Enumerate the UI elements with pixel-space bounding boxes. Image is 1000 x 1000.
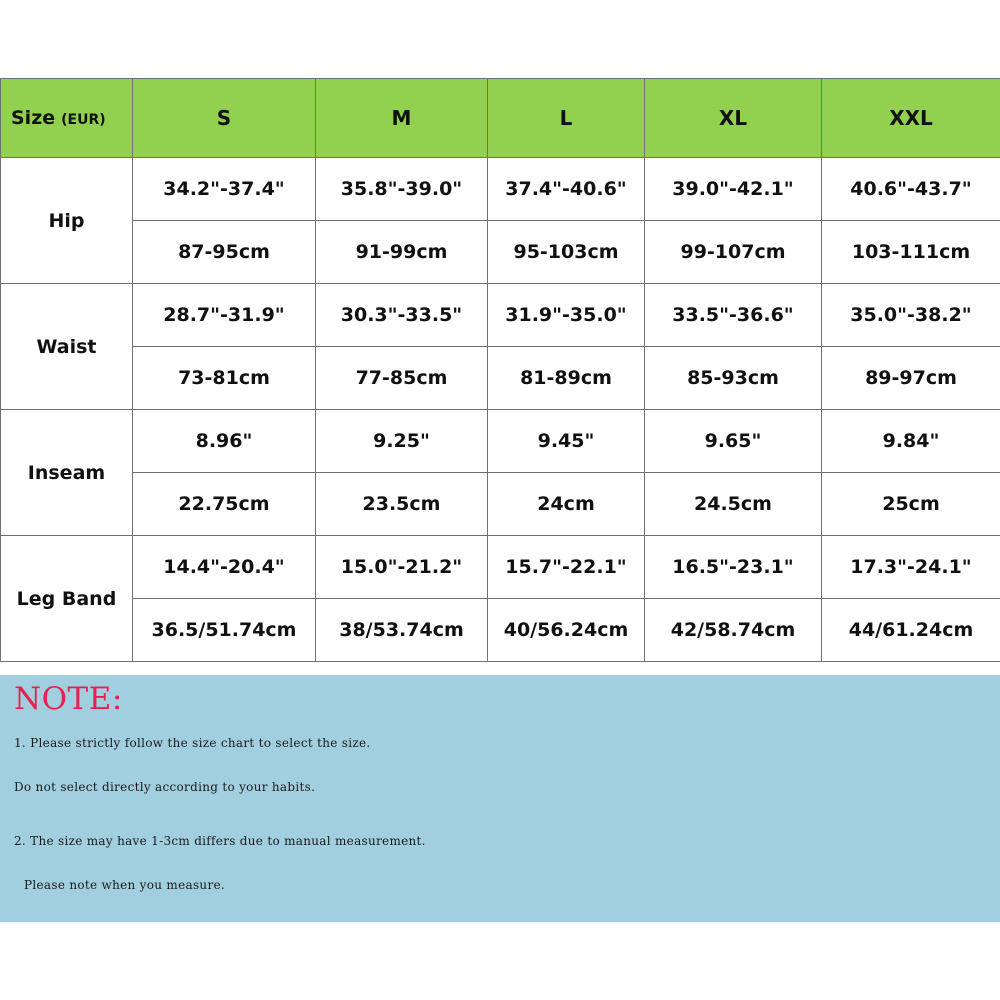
table-cell: 40.6"-43.7" xyxy=(822,158,1000,221)
table-cell: 35.0"-38.2" xyxy=(822,284,1000,347)
table-cell: 25cm xyxy=(822,473,1000,536)
table-cell: 42/58.74cm xyxy=(645,599,822,662)
table-cell: 87-95cm xyxy=(133,221,316,284)
table-cell: 15.7"-22.1" xyxy=(488,536,645,599)
table-cell: 15.0"-21.2" xyxy=(316,536,488,599)
table-cell: 40/56.24cm xyxy=(488,599,645,662)
note-line-2: Do not select directly according to your habits. xyxy=(14,780,316,794)
table-cell: 39.0"-42.1" xyxy=(645,158,822,221)
table-cell: 91-99cm xyxy=(316,221,488,284)
table-cell: 38/53.74cm xyxy=(316,599,488,662)
table-cell: 35.8"-39.0" xyxy=(316,158,488,221)
table-row-legband-cm xyxy=(1,599,1000,662)
table-cell: 9.25" xyxy=(316,410,488,473)
table-cell: 23.5cm xyxy=(316,473,488,536)
table-cell: 16.5"-23.1" xyxy=(645,536,822,599)
table-row-waist-cm xyxy=(1,347,1000,410)
note-title: NOTE: xyxy=(14,681,123,717)
size-chart-table xyxy=(0,78,1000,662)
row-label-waist: Waist xyxy=(1,284,133,410)
note-line-4: Please note when you measure. xyxy=(24,878,225,892)
table-cell: 34.2"-37.4" xyxy=(133,158,316,221)
table-row-waist-inch xyxy=(1,284,1000,347)
note-line-1: 1. Please strictly follow the size chart to select the size. xyxy=(14,736,371,750)
size-header-s: S xyxy=(133,79,316,158)
table-row-legband-inch xyxy=(1,536,1000,599)
table-cell: 24.5cm xyxy=(645,473,822,536)
size-header-m: M xyxy=(316,79,488,158)
note-spacer xyxy=(14,809,1000,819)
table-cell: 95-103cm xyxy=(488,221,645,284)
table-cell: 103-111cm xyxy=(822,221,1000,284)
table-cell: 9.84" xyxy=(822,410,1000,473)
table-cell: 85-93cm xyxy=(645,347,822,410)
size-label: Size xyxy=(11,107,56,129)
table-cell: 77-85cm xyxy=(316,347,488,410)
table-cell: 8.96" xyxy=(133,410,316,473)
table-row-hip-inch xyxy=(1,158,1000,221)
size-corner-cell xyxy=(1,79,133,158)
table-cell: 89-97cm xyxy=(822,347,1000,410)
table-cell: 36.5/51.74cm xyxy=(133,599,316,662)
table-cell: 44/61.24cm xyxy=(822,599,1000,662)
table-cell: 73-81cm xyxy=(133,347,316,410)
size-header-xxl: XXL xyxy=(822,79,1000,158)
size-header-row xyxy=(1,79,1000,158)
table-cell: 9.45" xyxy=(488,410,645,473)
table-cell: 17.3"-24.1" xyxy=(822,536,1000,599)
size-unit: (EUR) xyxy=(61,112,106,128)
table-row-hip-cm xyxy=(1,221,1000,284)
table-cell: 28.7"-31.9" xyxy=(133,284,316,347)
size-header-l: L xyxy=(488,79,645,158)
size-header-xl: XL xyxy=(645,79,822,158)
note-line-3: 2. The size may have 1-3cm differs due to manual measurement. xyxy=(14,834,426,848)
table-cell: 37.4"-40.6" xyxy=(488,158,645,221)
table-cell: 9.65" xyxy=(645,410,822,473)
table-cell: 22.75cm xyxy=(133,473,316,536)
table-cell: 30.3"-33.5" xyxy=(316,284,488,347)
table-row-inseam-cm xyxy=(1,473,1000,536)
row-label-hip: Hip xyxy=(1,158,133,284)
row-label-inseam: Inseam xyxy=(1,410,133,536)
note-box xyxy=(0,675,1000,922)
row-label-leg-band: Leg Band xyxy=(1,536,133,662)
table-cell: 31.9"-35.0" xyxy=(488,284,645,347)
table-cell: 14.4"-20.4" xyxy=(133,536,316,599)
table-cell: 81-89cm xyxy=(488,347,645,410)
table-cell: 24cm xyxy=(488,473,645,536)
table-row-inseam-inch xyxy=(1,410,1000,473)
table-cell: 99-107cm xyxy=(645,221,822,284)
table-cell: 33.5"-36.6" xyxy=(645,284,822,347)
